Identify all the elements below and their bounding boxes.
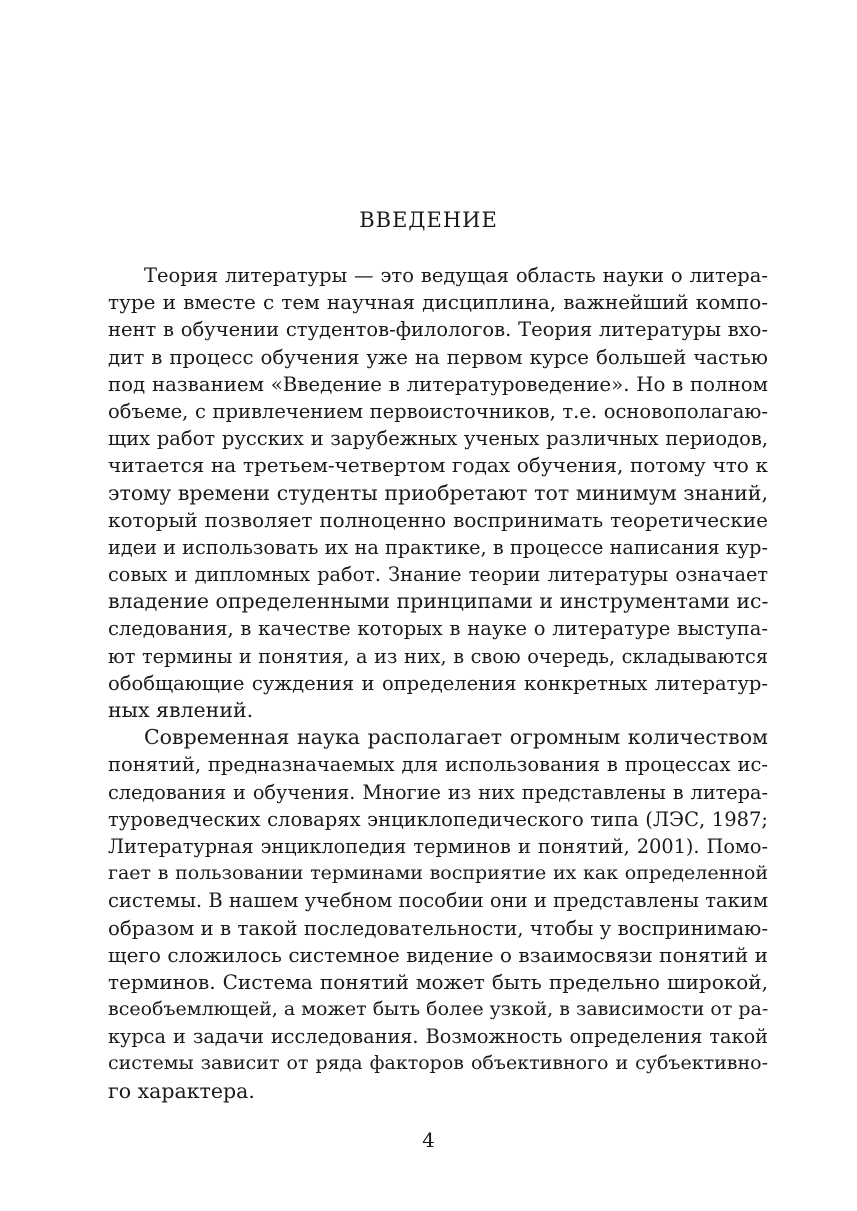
text-line: Современная наука располагает огромным количеством [144, 725, 768, 750]
text-line: го характера. [108, 1078, 255, 1103]
text-line: щего сложилось системное видение о взаимосвязи понятий и [108, 942, 768, 967]
text-line: гает в пользовании терминами восприятие их как определенной [108, 862, 768, 885]
text-line: объеме, с привлечением первоисточников, т.е. основополагаю- [108, 399, 768, 423]
text-line: читается на третьем-четвертом годах обучения, потому что к [108, 453, 768, 478]
text-line: туре и вместе с тем научная дисциплина, важнейший компо- [108, 290, 768, 315]
text-line: курса и задачи исследования. Возможность определения такой [108, 1025, 768, 1049]
text-line: терминов. Система понятий может быть предельно широкой, [108, 969, 768, 994]
paragraph-1 [108, 262, 768, 724]
text-line: следования, в качестве которых в науке о литературе выступа- [108, 617, 768, 641]
text-line: который позволяет полноценно воспринимать теоретические [108, 507, 768, 532]
text-line: совых и дипломных работ. Знание теории литературы означает [108, 563, 768, 587]
page-number: 4 [422, 1128, 435, 1152]
text-line: системы зависит от ряда факторов объективного и субъективно- [108, 1052, 768, 1075]
chapter-heading: ВВЕДЕНИЕ [359, 208, 498, 232]
text-line: ют термины и понятия, а из них, в свою очередь, складываются [108, 644, 768, 668]
text-line: обобщающие суждения и определения конкретных литератур- [108, 671, 768, 695]
text-line: понятий, предназначаемых для использования в процессах ис- [108, 753, 768, 777]
text-line: Теория литературы — это ведущая область науки о литера- [144, 264, 768, 287]
text-line: дит в процесс обучения уже на первом курсе большей частью [108, 345, 768, 369]
text-line: владение определенными принципами и инструментами ис- [108, 589, 769, 614]
body-text [108, 262, 768, 1105]
text-line: всеобъемлющей, а может быть более узкой, в зависимости от ра- [108, 998, 769, 1021]
text-line: системы. В нашем учебном пособии они и представлены таким [108, 889, 768, 913]
text-line: образом и в такой последовательности, чтобы у воспринимаю- [108, 916, 768, 940]
text-line: ных явлений. [108, 698, 254, 722]
text-line: туроведческих словарях энциклопедического типа (ЛЭС, 1987; [108, 807, 768, 831]
text-line: под названием «Введение в литературоведение». Но в полном [108, 372, 768, 396]
text-line: этому времени студенты приобретают тот минимум знаний, [108, 480, 768, 505]
text-line: следования и обучения. Многие из них представлены в литера- [108, 780, 768, 804]
text-line: Литературная энциклопедия терминов и понятий, 2001). Помо- [108, 834, 768, 858]
paragraph-2 [108, 724, 768, 1105]
text-line: щих работ русских и зарубежных ученых различных периодов, [108, 427, 768, 451]
text-line: нент в обучении студентов-филологов. Теория литературы вхо- [108, 318, 768, 342]
text-line: идеи и использовать их на практике, в процессе написания кур- [108, 535, 768, 559]
